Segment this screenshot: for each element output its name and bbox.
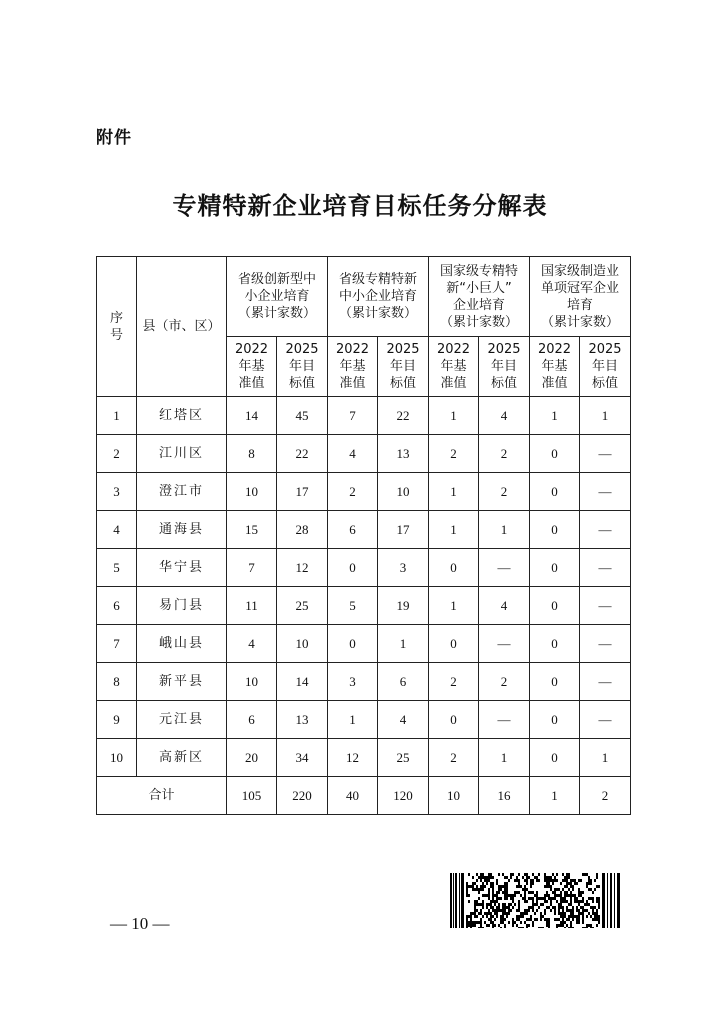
value-cell: 1 <box>479 511 530 549</box>
value-cell: 2 <box>479 435 530 473</box>
value-cell: 15 <box>227 511 277 549</box>
value-cell: 0 <box>328 549 378 587</box>
value-cell: 1 <box>530 397 580 435</box>
county-name: 红塔区 <box>137 397 227 435</box>
table-row <box>97 397 631 435</box>
subheader-base-2022: 2022 年基 准值 <box>227 337 277 397</box>
value-cell: 0 <box>530 511 580 549</box>
value-cell: — <box>580 473 631 511</box>
value-cell: 10 <box>277 625 328 663</box>
value-cell: 1 <box>378 625 429 663</box>
value-cell: — <box>580 625 631 663</box>
subheader-target-2025: 2025 年目 标值 <box>378 337 429 397</box>
value-cell: 0 <box>530 701 580 739</box>
row-number: 8 <box>97 663 137 701</box>
value-cell: 14 <box>277 663 328 701</box>
value-cell: 4 <box>227 625 277 663</box>
value-cell: 34 <box>277 739 328 777</box>
total-value-cell: 120 <box>378 777 429 815</box>
value-cell: 17 <box>277 473 328 511</box>
value-cell: 0 <box>530 625 580 663</box>
value-cell: 10 <box>227 473 277 511</box>
value-cell: 3 <box>328 663 378 701</box>
row-number: 1 <box>97 397 137 435</box>
county-name: 澄江市 <box>137 473 227 511</box>
value-cell: 20 <box>227 739 277 777</box>
subheader-base-2022: 2022 年基 准值 <box>328 337 378 397</box>
value-cell: — <box>479 701 530 739</box>
value-cell: 1 <box>479 739 530 777</box>
value-cell: — <box>479 549 530 587</box>
value-cell: 45 <box>277 397 328 435</box>
row-number: 2 <box>97 435 137 473</box>
county-name: 元江县 <box>137 701 227 739</box>
table-row <box>97 511 631 549</box>
total-value-cell: 10 <box>429 777 479 815</box>
attachment-label: 附件 <box>96 128 132 148</box>
value-cell: 25 <box>277 587 328 625</box>
value-cell: 2 <box>429 739 479 777</box>
table-row <box>97 663 631 701</box>
value-cell: 22 <box>277 435 328 473</box>
value-cell: 25 <box>378 739 429 777</box>
value-cell: 7 <box>227 549 277 587</box>
value-cell: 2 <box>429 663 479 701</box>
total-value-cell: 1 <box>530 777 580 815</box>
header-group-1: 省级创新型中 小企业培育 （累计家数） <box>227 257 328 337</box>
value-cell: 8 <box>227 435 277 473</box>
value-cell: 22 <box>378 397 429 435</box>
row-number: 9 <box>97 701 137 739</box>
total-value-cell: 16 <box>479 777 530 815</box>
table-row <box>97 739 631 777</box>
row-number: 7 <box>97 625 137 663</box>
value-cell: 1 <box>429 587 479 625</box>
county-name: 高新区 <box>137 739 227 777</box>
row-number: 3 <box>97 473 137 511</box>
value-cell: 13 <box>378 435 429 473</box>
county-name: 江川区 <box>137 435 227 473</box>
value-cell: 28 <box>277 511 328 549</box>
value-cell: 13 <box>277 701 328 739</box>
value-cell: — <box>580 663 631 701</box>
value-cell: 12 <box>277 549 328 587</box>
county-name: 峨山县 <box>137 625 227 663</box>
value-cell: 17 <box>378 511 429 549</box>
table-row <box>97 473 631 511</box>
row-number: 5 <box>97 549 137 587</box>
value-cell: 12 <box>328 739 378 777</box>
subheader-target-2025: 2025 年目 标值 <box>479 337 530 397</box>
value-cell: 1 <box>580 397 631 435</box>
value-cell: 10 <box>227 663 277 701</box>
value-cell: 1 <box>429 511 479 549</box>
table-row <box>97 701 631 739</box>
row-number: 6 <box>97 587 137 625</box>
value-cell: 0 <box>429 701 479 739</box>
table-row <box>97 587 631 625</box>
value-cell: 4 <box>479 587 530 625</box>
value-cell: 3 <box>378 549 429 587</box>
header-group-2: 省级专精特新 中小企业培育 （累计家数） <box>328 257 429 337</box>
header-group-3: 国家级专精特 新“小巨人” 企业培育 （累计家数） <box>429 257 530 337</box>
value-cell: 0 <box>530 435 580 473</box>
value-cell: — <box>479 625 530 663</box>
value-cell: 7 <box>328 397 378 435</box>
total-value-cell: 105 <box>227 777 277 815</box>
value-cell: 0 <box>530 739 580 777</box>
subheader-target-2025: 2025 年目 标值 <box>580 337 631 397</box>
header-county: 县（市、区） <box>137 257 227 397</box>
value-cell: 1 <box>580 739 631 777</box>
value-cell: 2 <box>479 473 530 511</box>
value-cell: 6 <box>378 663 429 701</box>
county-name: 新平县 <box>137 663 227 701</box>
value-cell: 14 <box>227 397 277 435</box>
value-cell: 1 <box>429 397 479 435</box>
target-breakdown-table <box>96 256 631 815</box>
county-name: 华宁县 <box>137 549 227 587</box>
total-label: 合计 <box>97 777 227 815</box>
value-cell: 0 <box>429 549 479 587</box>
value-cell: 0 <box>429 625 479 663</box>
value-cell: 6 <box>328 511 378 549</box>
total-value-cell: 220 <box>277 777 328 815</box>
value-cell: — <box>580 587 631 625</box>
value-cell: — <box>580 549 631 587</box>
header-seq: 序 号 <box>97 257 137 397</box>
value-cell: 4 <box>479 397 530 435</box>
value-cell: 4 <box>378 701 429 739</box>
county-name: 通海县 <box>137 511 227 549</box>
value-cell: 2 <box>479 663 530 701</box>
subheader-base-2022: 2022 年基 准值 <box>530 337 580 397</box>
value-cell: 10 <box>378 473 429 511</box>
value-cell: 2 <box>328 473 378 511</box>
value-cell: 0 <box>530 663 580 701</box>
value-cell: — <box>580 701 631 739</box>
value-cell: 2 <box>429 435 479 473</box>
subheader-base-2022: 2022 年基 准值 <box>429 337 479 397</box>
value-cell: 0 <box>530 549 580 587</box>
row-number: 10 <box>97 739 137 777</box>
total-value-cell: 40 <box>328 777 378 815</box>
value-cell: — <box>580 435 631 473</box>
value-cell: 19 <box>378 587 429 625</box>
value-cell: 0 <box>530 473 580 511</box>
subheader-target-2025: 2025 年目 标值 <box>277 337 328 397</box>
header-group-4: 国家级制造业 单项冠军企业 培育 （累计家数） <box>530 257 631 337</box>
value-cell: — <box>580 511 631 549</box>
table-row <box>97 435 631 473</box>
value-cell: 0 <box>328 625 378 663</box>
value-cell: 4 <box>328 435 378 473</box>
table-row <box>97 549 631 587</box>
value-cell: 5 <box>328 587 378 625</box>
value-cell: 0 <box>530 587 580 625</box>
total-value-cell: 2 <box>580 777 631 815</box>
county-name: 易门县 <box>137 587 227 625</box>
document-title: 专精特新企业培育目标任务分解表 <box>172 191 548 220</box>
row-number: 4 <box>97 511 137 549</box>
barcode-image <box>450 873 620 928</box>
page-number: — 10 — <box>110 914 170 933</box>
table-row <box>97 625 631 663</box>
value-cell: 1 <box>429 473 479 511</box>
value-cell: 11 <box>227 587 277 625</box>
value-cell: 6 <box>227 701 277 739</box>
value-cell: 1 <box>328 701 378 739</box>
